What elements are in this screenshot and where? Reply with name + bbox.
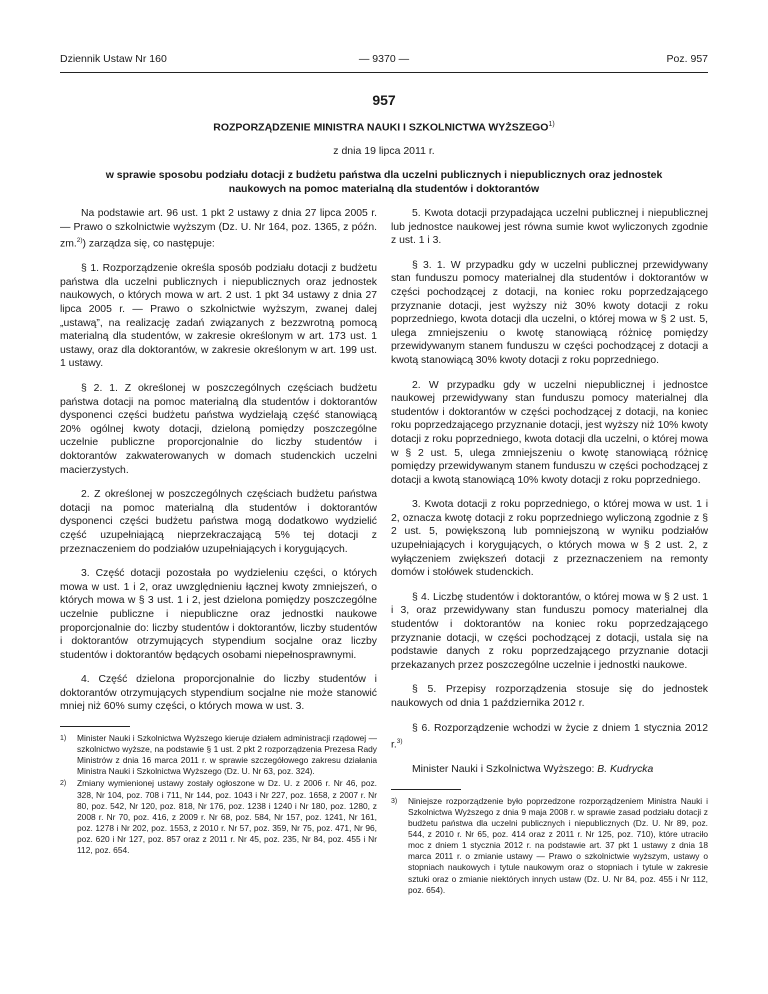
footnote-3: 3) Niniejsze rozporządzenie było poprzedzone rozporządzeniem Ministra Nauki i Szkolnictwa Wyższego z dnia 9 maja 2008 r. w sprawie zasad podziału dotacji z budżetu państwa dla uczelni publicznych i niepublicznych (Dz. U. Nr 89, poz. 544, z 2010 r. Nr 65, poz. 414 oraz z 2011 r. Nr 125, poz. 710), które utraciło moc z dniem 1 stycznia 2012 r. na podstawie art. 37 pkt 1 ustawy z dnia 18 marca 2011 r. o zmianie ustawy — Prawo o szkolnictwie wyższym, ustawy o stopniach naukowych i tytule naukowym oraz o stopniach i tytule w zakresie sztuki oraz o zmianie niektórych innych ustaw (Dz. U. Nr 84, poz. 455 i Nr 112, poz. 654).: [391, 795, 708, 895]
position-number: Poz. 957: [666, 53, 708, 65]
footnote-ref: 2): [76, 237, 83, 245]
footnote-2: 2) Zmiany wymienionej ustawy zostały ogłoszone w Dz. U. z 2006 r. Nr 46, poz. 328, Nr 104, poz. 708 i 711, Nr 144, poz. 1043 i Nr 227, poz. 1658, z 2007 r. Nr 80, poz. 542, Nr 120, poz. 818, Nr 176, poz. 1238 i 1240 i Nr 180, poz. 1280, z 2008 r. Nr 70, poz. 416, z 2009 r. Nr 68, poz. 584, Nr 157, poz. 1241, Nr 161, poz. 1278 i Nr 202, poz. 1553, z 2010 r. Nr 57, poz. 359, Nr 75, poz. 471, Nr 96, poz. 620 i Nr 127, poz. 857 oraz z 2011 r. Nr 45, poz. 235, Nr 84, poz. 455 i Nr 112, poz. 654.: [60, 778, 377, 855]
paragraph-2-1: § 2. 1. Z określonej w poszczególnych częściach budżetu państwa dotacji na pomoc materialną dla studentów i doktorantów dysponenci części budżetu państwa wydzielają część stanowiącą 20% ogólnej kwoty dotacji, dzieloną pomiędzy poszczególne uczelnie publiczne proporcjonalnie do liczby studentów i doktorantów zakwaterowanych w domach studenckich uczelni macierzystych.: [60, 383, 377, 476]
paragraph-3-2: 2. W przypadku gdy w uczelni niepublicznej i jednostce naukowej przewidywany stan funduszu pomocy materialnej dla studentów i doktorantów w części pochodzącej z dotacji, na koniec roku poprzedzającego przyznanie dotacji, jest wyższy niż 10% kwoty dotacji z roku poprzedniego, kwota dotacji dla uczelni, o której mowa w § 2 ust. 5, ulega zmniejszeniu o kwotę stanowiącą różnicę pomiędzy przewidywanym stanem funduszu w części pochodzącej z dotacji a kwotą stanowiącą 10% kwoty dotacji z roku poprzedniego.: [391, 379, 708, 486]
document-subject: w sprawie sposobu podziału dotacji z budżetu państwa dla uczelni publicznych i niepublicznych oraz jednostek naukowych na pomoc materialną dla studentów i doktorantów: [105, 169, 663, 195]
running-header: [60, 53, 708, 69]
journal-name: Dziennik Ustaw Nr 160: [60, 53, 167, 65]
document-title: ROZPORZĄDZENIE MINISTRA NAUKI I SZKOLNICTWA WYŻSZEGO$^{1)}$: [213, 121, 555, 134]
signature: Minister Nauki i Szkolnictwa Wyższego: B. Kudrycka: [412, 764, 654, 776]
paragraph-2-3: 3. Część dotacji pozostała po wydzieleniu części, o których mowa w ust. 1 i 2, oraz uwzględnieniu łącznej kwoty zmniejszeń, o których mowa w § 3 ust. 1 i 2, jest dzielona pomiędzy poszczególne uczelnie publiczne i niepubliczne oraz jednostki naukowe proporcjonalnie do: liczby studentów i doktorantów, liczby studentów i doktorantów otrzymujących stypendium socjalne oraz liczby studentów i doktorantów będących osobami niepełnosprawnymi.: [60, 568, 377, 661]
paragraph-6: § 6. Rozporządzenie wchodzi w życie z dniem 1 stycznia 2012 r.$^{3)}$: [391, 722, 708, 751]
paragraph-2-2: 2. Z określonej w poszczególnych częściach budżetu państwa dotacji na pomoc materialną dla studentów i doktorantów dysponenci części budżetu państwa mogą dodatkowo wydzielić część uzupełniającą nieprzekraczającą 5% tej dotacji z przeznaczeniem do podziałów uzupełniających i korygujących.: [60, 489, 377, 555]
paragraph-3-1: § 3. 1. W przypadku gdy w uczelni publicznej przewidywany stan funduszu pomocy materialnej dla studentów i doktorantów w części pochodzącej z dotacji, na koniec roku poprzedzającego przyznanie dotacji, jest wyższy niż 30% kwoty dotacji z roku poprzedniego, kwota dotacji dla uczelni, o której mowa w § 2 ust. 5, ulega zmniejszeniu o kwotę stanowiącą różnicę pomiędzy przewidywanym stanem funduszu w części pochodzącej z dotacji a kwotą stanowiącą 30% kwoty dotacji z roku poprzedniego.: [391, 259, 708, 366]
page-number: — 9370 —: [358, 53, 410, 65]
footnote-1: 1) Minister Nauki i Szkolnictwa Wyższego kieruje działem administracji rządowej — szkolnictwo wyższe, na podstawie § 1 ust. 2 pkt 2 rozporządzenia Prezesa Rady Ministrów z dnia 16 marca 2011 r. w sprawie szczegółowego zakresu działania Ministra Nauki i Szkolnictwa Wyższego (Dz. U. Nr 63, poz. 324).: [60, 733, 377, 777]
footnote-rule: [391, 789, 461, 790]
paragraph-5: § 5. Przepisy rozporządzenia stosuje się do jednostek naukowych od dnia 1 października 2012 r.: [391, 684, 708, 709]
paragraph-3-3: 3. Kwota dotacji z roku poprzedniego, o której mowa w ust. 1 i 2, oznacza kwotę dotacji z roku poprzedniego wyliczoną zgodnie z § 2 ust. 5, powiększoną lub pomniejszoną w wyniku podziałów uzupełniających i korygujących, o których mowa w § 2 ust. 2, z wyłączeniem zwiększeń dotacji z przeznaczeniem na remonty domów i stołówek studenckich.: [391, 499, 708, 579]
paragraph-2-4: 4. Część dzielona proporcjonalnie do liczby studentów i doktorantów otrzymujących stypendium socjalne nie może stanowić mniej niż 60% sumy części, o których mowa w ust. 3.: [60, 674, 377, 713]
paragraph-2-5: 5. Kwota dotacji przypadająca uczelni publicznej i niepublicznej lub jednostce naukowej jest równa sumie kwot wyliczonych zgodnie z ust. 1 i 3.: [391, 208, 708, 247]
signatory-name: B. Kudrycka: [597, 764, 654, 776]
right-column: [391, 207, 708, 897]
document-number: 957: [372, 92, 396, 108]
paragraph-4: § 4. Liczbę studentów i doktorantów, o której mowa w § 2 ust. 1 i 3, oraz przewidywany stan funduszu pomocy materialnej dla studentów i doktorantów na koniec roku poprzedzającego przyznanie dotacji, w części pochodzącej z dotacji, ustala się na podstawie danych z roku poprzedzającego przyznanie dotacji przekazanych przez poszczególne uczelnie i jednostki naukowe.: [391, 591, 708, 671]
footnote-ref: 1): [548, 121, 555, 128]
footnote-ref: 3): [396, 738, 403, 746]
left-column: [60, 207, 377, 857]
header-rule: [60, 72, 708, 73]
document-date: z dnia 19 lipca 2011 r.: [333, 145, 435, 157]
footnote-rule: [60, 726, 130, 727]
paragraph-1: § 1. Rozporządzenie określa sposób podziału dotacji z budżetu państwa dla uczelni publicznych i niepublicznych oraz jednostek naukowych, o których mowa w art. 2 ust. 1 pkt 34 ustawy z dnia 27 lipca 2005 r. — Prawo o szkolnictwie wyższym, zwanej dalej „ustawą”, na realizację zadań związanych z bezzwrotną pomocą materialną dla studentów, w zakresie określonym w art. 173 ust. 1 ustawy, oraz dla doktorantów, w zakresie określonym w art. 199 ust. 1 ustawy.: [60, 263, 377, 370]
preamble: Na podstawie art. 96 ust. 1 pkt 2 ustawy z dnia 27 lipca 2005 r. — Prawo o szkolnictwie wyższym (Dz. U. Nr 164, poz. 1365, z późn. zm.$^{2)}$) zarządza się, co następuje:: [60, 208, 377, 250]
